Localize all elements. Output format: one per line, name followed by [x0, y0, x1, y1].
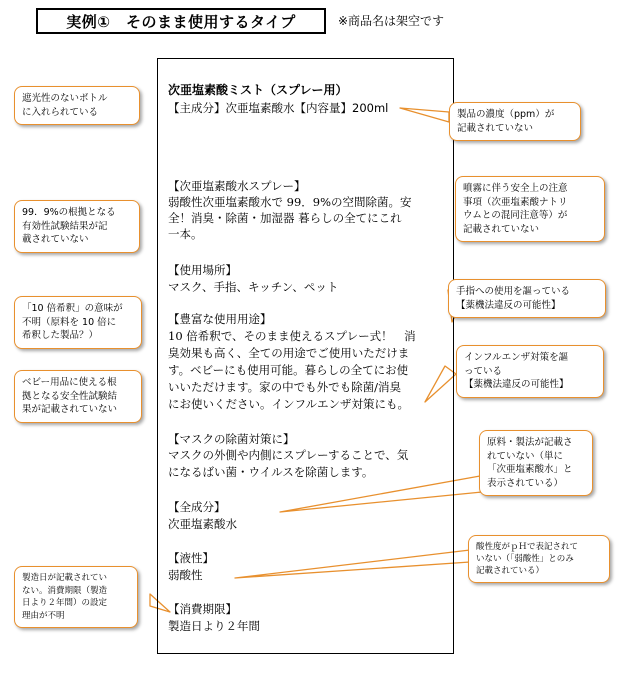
- product-title: 次亜塩素酸ミスト（スプレー用）: [168, 83, 348, 97]
- doc-line: 一本。: [168, 227, 203, 241]
- callout-line: 不明（原料を 10 倍に: [22, 316, 117, 328]
- doc-line: す。ベビーにも使用可能。暮らしの全てにお使: [168, 363, 409, 377]
- callout-dilution: [14, 296, 142, 349]
- callout-line: 表示されている）: [487, 477, 564, 489]
- doc-line: 【消費期限】: [168, 602, 237, 616]
- doc-line: 臭効果も高く、全ての用途でご使用いただけま: [168, 346, 410, 360]
- doc-line: にお使いください。インフルエンザ対策にも。: [168, 397, 410, 411]
- callout-line: ベビー用品に使える根: [22, 377, 117, 388]
- callout-line: いない（「弱酸性」とのみ: [476, 554, 574, 564]
- callout-line: 有効性試験結果が記: [22, 220, 108, 232]
- doc-line: になるばい菌・ウイルスを除菌します。: [168, 465, 374, 479]
- callout-line: インフルエンザ対策を謳: [464, 352, 569, 363]
- callout-line: 遮光性のないボトル: [22, 93, 108, 104]
- callout-line: 理由が不明: [22, 610, 65, 621]
- callout-line: 製造日が記載されてい: [22, 573, 108, 583]
- callout-line: 希釈した製品？）: [22, 330, 99, 341]
- callout-line: ウムとの混同注意等）が: [463, 210, 568, 221]
- callout-line: 原料・製法が記載さ: [487, 437, 573, 448]
- doc-line: いいただけます。家の中でも外でも除菌/消臭: [168, 380, 401, 394]
- doc-line: 【全成分】: [168, 500, 226, 514]
- fictional-name-note: ※商品名は架空です: [338, 14, 445, 28]
- callout-fingers: [448, 279, 606, 318]
- doc-line: 全！消臭・除菌・加湿器 暮らしの全てにこれ: [168, 211, 402, 225]
- doc-line: 【マスクの除菌対策に】: [168, 432, 295, 446]
- callout-line: 手指への使用を謳っている: [456, 286, 571, 297]
- callout-line: 日より２年間）の設定: [22, 598, 108, 608]
- callout-line: 拠となる安全性試験結: [22, 390, 118, 402]
- main-ingredient-line: 【主成分】次亜塩素酸水【内容量】200ml: [168, 101, 389, 115]
- doc-line: 【使用場所】: [168, 263, 237, 277]
- callout-line: 「次亜塩素酸水」と: [487, 464, 573, 475]
- callout-bottle: [14, 86, 140, 125]
- callout-line: に入れられている: [22, 106, 99, 118]
- callout-safety: [455, 176, 605, 242]
- doc-line: 弱酸性次亜塩素酸水で 99．9%の空間除菌。安: [168, 195, 412, 209]
- callout-line: 噴霧に伴う安全上の注意: [463, 183, 568, 194]
- doc-line: マスクの外側や内側にスプレーすることで、気: [168, 448, 409, 462]
- callout-acidity: [468, 535, 610, 583]
- doc-line: マスク、手指、キッチン、ペット: [168, 280, 339, 294]
- callout-line: 【薬機法違反の可能性】: [464, 379, 569, 390]
- callout-line: 製品の濃度（ppm）が: [457, 109, 555, 120]
- doc-line: 【豊富な使用用途】: [168, 312, 272, 326]
- callout-line: 果が記載されていない: [22, 404, 118, 415]
- callout-line: れていない（単に: [487, 450, 564, 462]
- callout-influenza: [456, 345, 604, 398]
- callout-line: 酸性度がｐＨで表記されて: [476, 542, 579, 552]
- doc-line: 10 倍希釈で、そのまま使えるスプレー式！ 消: [168, 329, 416, 343]
- doc-line: 【次亜塩素酸水スプレー】: [168, 179, 306, 193]
- doc-line: 弱酸性: [168, 568, 203, 582]
- callout-line: 記載されていない: [463, 223, 540, 235]
- callout-line: 99．9%の根拠となる: [22, 207, 116, 218]
- doc-line: 【液性】: [168, 551, 214, 565]
- doc-line: 次亜塩素酸水: [168, 517, 237, 531]
- callout-line: 載されていない: [22, 234, 89, 245]
- page-title: 実例① そのまま使用するタイプ: [36, 8, 326, 34]
- callout-concentration: [449, 102, 581, 141]
- callout-ingredients: [479, 430, 593, 496]
- callout-line: ない。消費期限（製造: [22, 585, 108, 596]
- callout-line: 記載されている）: [476, 566, 545, 576]
- callout-baby: [14, 370, 142, 423]
- callout-line: 事項（次亜塩素酸ナトリ: [463, 196, 568, 208]
- callout-expiry: [14, 566, 138, 628]
- callout-line: 記載されていない: [457, 122, 534, 134]
- callout-line: っている: [464, 365, 503, 377]
- callout-line: 【薬機法違反の可能性】: [456, 299, 561, 311]
- doc-line: 製造日より２年間: [168, 619, 260, 633]
- callout-line: 「10 倍希釈」の意味が: [22, 303, 123, 314]
- callout-test-results: [14, 200, 140, 253]
